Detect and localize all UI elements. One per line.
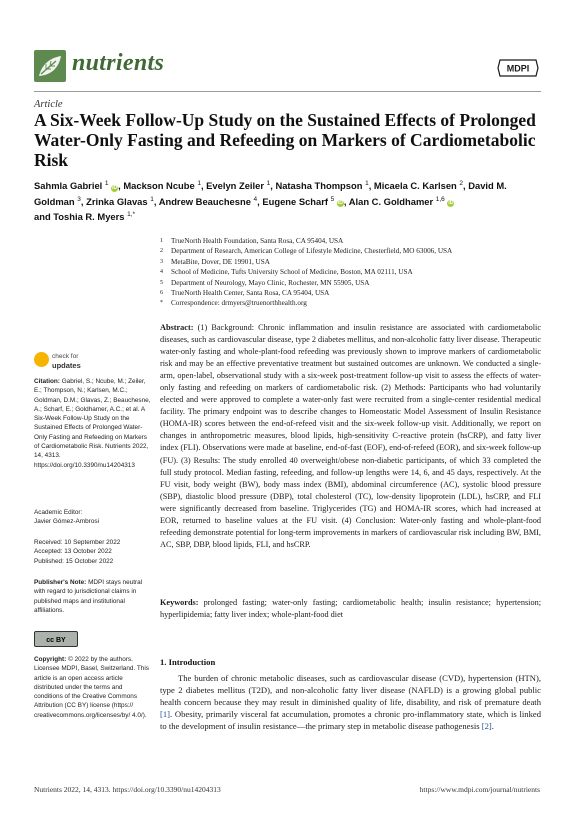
author-affiliation-mark: 5 xyxy=(330,195,335,203)
author-conjunction: and xyxy=(34,211,51,223)
affiliation-text: TrueNorth Health Foundation, Santa Rosa, CA 95404, USA xyxy=(171,237,344,245)
author-affiliation-mark: 1,6 xyxy=(435,195,445,203)
mdpi-logo[interactable] xyxy=(496,58,540,78)
author-name[interactable]: Micaela C. Karlsen xyxy=(373,180,457,192)
author-affiliation-mark: 1 xyxy=(266,180,271,187)
footer-journal-url[interactable]: https://www.mdpi.com/journal/nutrients xyxy=(419,785,540,794)
affiliation-text: MetaBite, Dover, DE 19901, USA xyxy=(171,257,270,266)
dates-block xyxy=(34,538,152,566)
article-type: Article xyxy=(34,99,63,110)
affiliation-mark: 6 xyxy=(160,290,163,297)
affiliation-mark: 1 xyxy=(160,238,163,244)
citation-text: Gabriel, S.; Ncube, M.; Zeiler, E.; Thompson, N.; Karlsen, M.C.; Goldman, D.M.; Glavas, Z.; Beauchesne, A.; Scharf, E.; Goldhamer, A.C.; et al. A Six-Week Follow-Up Study on the Sustained Effects of Prolonged Water-Only Fasting and Refeeding on Markers of Cardiometabolic Risk. Nutrients 2022, 14, 4313. https://doi.org/10.3390/nu14204313 xyxy=(34,378,151,469)
intro-text-a: The burden of chronic metabolic diseases, such as cardiovascular disease (CVD), hypertension (HTN), type 2 diabetes mellitus (T2D), and non-alcoholic fatty liver disease (NAFLD) is a growing global public health concern because they may result in diminished quality of life, disability, and risk of premature death xyxy=(160,673,541,708)
keywords-text: prolonged fasting; water-only fasting; cardiometabolic health; insulin resistance; hypertension; hyperlipidemia; fatty liver index; whole-plant-food diet xyxy=(160,598,542,620)
author-affiliation-mark: 1 xyxy=(365,180,369,187)
article-title: A Six-Week Follow-Up Study on the Sustained Effects of Prolonged Water-Only Fasting and Refeeding on Markers of Cardiometabolic Risk xyxy=(34,110,536,170)
citation-link-1[interactable]: [1] xyxy=(160,709,171,720)
author-name[interactable]: Andrew Beauchesne xyxy=(158,195,251,207)
copyright-block xyxy=(34,655,152,720)
affiliation-item xyxy=(160,267,540,277)
author-affiliation-mark: 1,* xyxy=(127,211,136,219)
author-name[interactable]: David M. Goldman xyxy=(34,180,507,207)
affiliation-mark: 2 xyxy=(160,248,163,255)
author-name[interactable]: Eugene Scharf xyxy=(262,195,329,207)
affiliation-mark: 4 xyxy=(160,269,163,276)
received-date: Received: 10 September 2022 xyxy=(34,539,121,546)
section-heading-introduction: 1. Introduction xyxy=(160,657,216,667)
orcid-icon[interactable]: iD xyxy=(448,200,454,207)
mdpi-logo-text: MDPI xyxy=(506,63,530,74)
author-affiliation-mark: 1 xyxy=(104,180,109,187)
introduction-paragraph xyxy=(160,672,541,732)
affiliation-item xyxy=(160,236,540,246)
cc-by-license-text: cc BY xyxy=(46,637,66,645)
affiliation-item xyxy=(160,298,540,308)
affiliation-mark: 5 xyxy=(160,279,163,286)
abstract-text: (1) Background: Chronic inflammation and insulin resistance are associated with cardiometabolic diseases, such as cardiovascular disease, type 2 diabetes mellitus, and non-alcoholic fatty liver disease. Therapeutic water-only fasting and whole-plant-food refeeding was previously shown to improve markers of cardiometabolic risk and may be an effective preventative treatment but sustained outcomes are unknown. We conducted a single-arm, open-label, observational study with a six-week post-treatment follow-up visit to assess the effects of water-only fasting and refeeding on markers of cardiometabolic risk. (2) Methods: Participants who had voluntarily elected and were approved to complete a water-only fast were recruited from a single-center residential medical facility. The primary endpoint was to describe changes to Homeostatic Model Assessment of Insulin Resistance (HOMA-IR) scores between the end-of-refeed visit and the six-week follow-up visit. Additionally, we report on changes in anthropometric measures, blood lipids, high-sensitivity C-reactive protein (hsCRP), and fatty liver index (FLI). Observations were made at baseline, end-of-fast (EOF), end-of-refeed (EOR), and six-week follow-up (FU). (3) Results: The study enrolled 40 overweight/obese non-diabetic participants, of which 33 completed the full study protocol. Median fasting, refeeding, and follow-up lengths were 14, 6, and 45 days, respectively. At the FU visit, body weight (BW), body mass index (BMI), abdominal circumference (AC), systolic blood pressure (SBP), diastolic blood pressure (DBP), total cholesterol (TC), low-density lipoprotein (LDL), hsCRP, and FLI were significantly decreased from baseline. Triglycerides (TG) and HOMA-IR scores, which had increased at EOR, returned to baseline values at the FU visit. (4) Conclusion: Water-only fasting and whole-plant-food refeeding demonstrate potential for long-term improvements in markers of cardiovascular risk including BW, BMI, AC, SBP, DBP, blood lipids, FLI, and hsCRP. xyxy=(160,323,542,549)
author-affiliation-mark: 1 xyxy=(150,195,154,203)
cc-by-license-icon[interactable] xyxy=(34,631,78,647)
check-for-updates-label-bold[interactable]: updates xyxy=(52,361,81,370)
author-name[interactable]: Mackson Ncube xyxy=(123,180,195,192)
publisher-note-block xyxy=(34,578,152,615)
citation-block xyxy=(34,377,152,470)
abstract-label: Abstract: xyxy=(160,323,194,332)
intro-text-b: . Obesity, primarily visceral fat accumulation, promotes a chronic pro-inflammatory state, which is linked to the development of insulin resistance—the primary step in metabolic disease pathogenesis xyxy=(160,709,541,732)
author-affiliation-mark: 2 xyxy=(459,180,463,187)
check-for-updates-label[interactable]: check for xyxy=(52,353,79,360)
affiliation-list xyxy=(160,236,540,309)
intro-text-c: . xyxy=(491,721,494,732)
author-name[interactable]: Sahmla Gabriel xyxy=(34,180,103,192)
academic-editor-block xyxy=(34,508,152,527)
citation-link-2[interactable]: [2] xyxy=(481,721,492,732)
affiliation-text: School of Medicine, Tufts University School of Medicine, Boston, MA 02111, USA xyxy=(171,268,413,277)
author-name[interactable]: Zrinka Glavas xyxy=(86,195,148,207)
author-name[interactable]: Alan C. Goldhamer xyxy=(348,195,434,207)
academic-editor-name: Javier Gómez-Ambrosi xyxy=(34,518,99,526)
affiliation-text[interactable]: Correspondence: drmyers@truenorthhealth.org xyxy=(171,299,307,308)
orcid-icon[interactable]: iD xyxy=(112,184,118,191)
affiliation-mark: * xyxy=(160,300,163,307)
citation-label: Citation: xyxy=(34,378,60,385)
affiliation-item xyxy=(160,288,540,298)
orcid-icon[interactable]: iD xyxy=(337,200,343,207)
affiliation-mark: 3 xyxy=(160,258,163,265)
keywords-label: Keywords: xyxy=(160,598,199,607)
affiliation-text: TrueNorth Health Center, Santa Rosa, CA 95404, USA xyxy=(171,289,330,298)
leaf-logo-icon xyxy=(34,50,66,82)
header-divider xyxy=(34,91,541,92)
footer-citation[interactable]: Nutrients 2022, 14, 4313. https://doi.org/10.3390/nu14204313 xyxy=(34,785,221,794)
affiliation-text: Department of Neurology, Mayo Clinic, Rochester, MN 55905, USA xyxy=(171,278,370,287)
accepted-date: Accepted: 13 October 2022 xyxy=(34,548,112,556)
affiliation-item xyxy=(160,246,540,256)
author-name[interactable]: Toshia R. Myers xyxy=(53,211,125,223)
affiliation-text: Department of Research, American College of Lifestyle Medicine, Chesterfield, MO 63006, USA xyxy=(171,247,453,256)
author-affiliation-mark: 1 xyxy=(197,180,201,187)
publisher-note-text: MDPI stays neutral with regard to jurisdictional claims in published maps and institutional affiliations. xyxy=(34,579,143,614)
abstract xyxy=(160,322,541,551)
author-list: Sahmla Gabriel $^1$ iD, Mackson Ncube $^1$, Evelyn Zeiler $^1$, Natasha Thompson $^1$, Micaela C. Karlsen $^2$, David M. Goldman $^3$, Zrinka Glavas $^1$, Andrew Beauchesne $^4$, Eugene Scharf $^5$ iD, Alan C. Goldhamer $^{1,6}$ iD and Toshia R. Myers $^{1,*}$ xyxy=(34,180,507,223)
author-affiliation-mark: 3 xyxy=(77,195,81,203)
copyright-text: © 2022 by the authors. Licensee MDPI, Basel, Switzerland. This article is an open access article distributed under the terms and conditions of the Creative Commons Attribution (CC BY) license (https:// creativecommons.org/licenses/by/ 4.0/). xyxy=(34,656,149,719)
publisher-note-label: Publisher's Note: xyxy=(34,579,87,586)
published-date: Published: 15 October 2022 xyxy=(34,557,114,565)
affiliation-item xyxy=(160,278,540,288)
journal-name[interactable]: nutrients xyxy=(72,50,165,76)
academic-editor-label: Academic Editor: xyxy=(34,509,83,516)
author-affiliation-mark: 4 xyxy=(253,195,258,203)
author-name[interactable]: Evelyn Zeiler xyxy=(206,180,264,192)
copyright-label: Copyright: xyxy=(34,656,67,663)
author-name[interactable]: Natasha Thompson xyxy=(275,180,363,192)
keywords xyxy=(160,597,541,621)
check-for-updates-icon[interactable] xyxy=(34,352,49,367)
affiliation-item xyxy=(160,257,540,267)
